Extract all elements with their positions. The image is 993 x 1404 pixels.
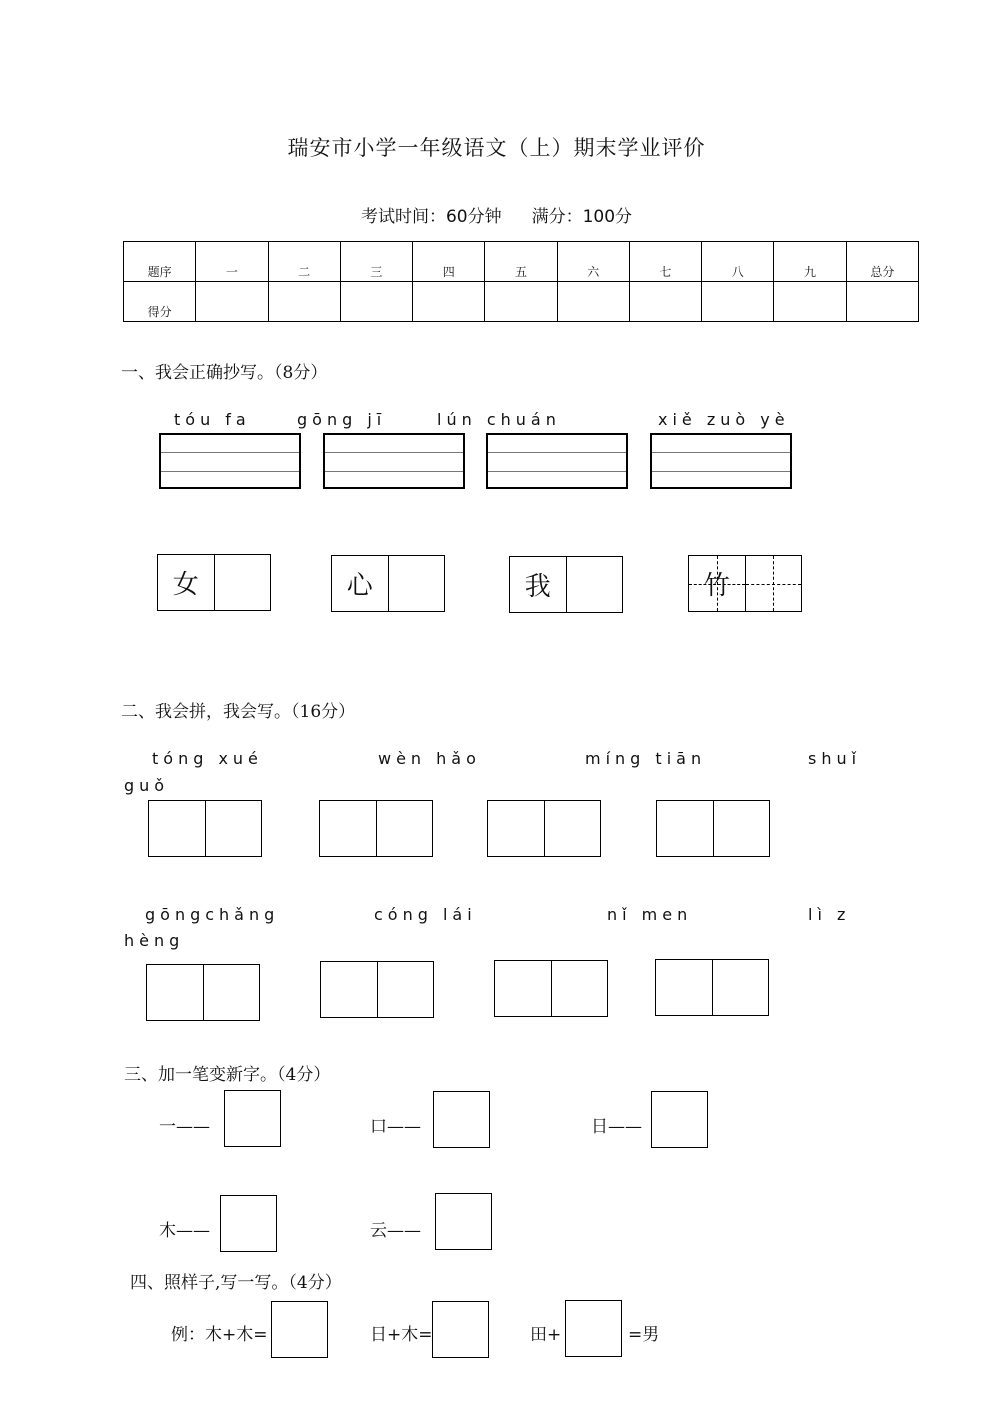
section2-pinyin: gōngchǎng — [145, 905, 280, 924]
section1-pinyin: gōng jī — [297, 410, 387, 429]
writing-cell[interactable] — [488, 801, 544, 856]
writing-cell[interactable] — [495, 961, 551, 1016]
answer-box[interactable] — [432, 1301, 489, 1358]
score-header-cell: 六 — [557, 242, 629, 282]
add-stroke-item: 木—— — [159, 1221, 210, 1241]
pinyin-writing-lines[interactable] — [159, 433, 301, 489]
writing-box-pair — [494, 960, 608, 1017]
score-cell[interactable] — [629, 282, 701, 322]
pinyin-writing-lines[interactable] — [486, 433, 628, 489]
add-stroke-item: 一—— — [159, 1117, 210, 1137]
score-cell[interactable] — [413, 282, 485, 322]
section2-pinyin: lì z — [808, 905, 851, 924]
copy-character-box — [688, 555, 802, 612]
score-cell[interactable] — [340, 282, 412, 322]
score-header-cell: 二 — [268, 242, 340, 282]
pinyin-writing-lines[interactable] — [323, 433, 465, 489]
model-character-cell — [689, 556, 745, 611]
writing-cell[interactable] — [656, 960, 712, 1015]
writing-box-pair — [656, 800, 770, 857]
score-cell[interactable] — [268, 282, 340, 322]
page-title: 瑞安市小学一年级语文（上）期末学业评价 — [287, 136, 706, 160]
add-stroke-item: 云—— — [370, 1221, 421, 1241]
section2-pinyin: tóng xué — [152, 749, 263, 768]
writing-cell[interactable] — [203, 965, 260, 1020]
writing-cell[interactable] — [149, 801, 205, 856]
model-character: 心 — [346, 571, 373, 601]
score-header-cell: 五 — [485, 242, 557, 282]
score-header-cell: 三 — [340, 242, 412, 282]
writing-box-pair — [146, 964, 260, 1021]
section2-pinyin-wrap: hèng — [124, 931, 185, 950]
model-character: 女 — [172, 570, 199, 600]
exam-info — [0, 202, 993, 227]
answer-box[interactable] — [651, 1091, 708, 1148]
score-header-cell: 题序 — [124, 242, 196, 282]
writing-cell[interactable] — [376, 801, 433, 856]
answer-box[interactable] — [271, 1301, 328, 1358]
score-header-cell: 总分 — [846, 242, 918, 282]
copy-character-box — [331, 555, 445, 612]
writing-cell[interactable] — [377, 962, 434, 1017]
section4-heading: 四、照样子,写一写。（4分） — [130, 1273, 342, 1293]
score-table-score-row — [124, 282, 919, 322]
writing-box-pair — [655, 959, 769, 1016]
score-header-cell: 九 — [774, 242, 846, 282]
model-character: 我 — [524, 572, 551, 602]
section2-pinyin-wrap: guǒ — [124, 776, 170, 795]
equation-item: 日+木= — [370, 1325, 433, 1345]
section1-pinyin: tóu fa — [174, 410, 251, 429]
writing-cell[interactable] — [657, 801, 713, 856]
section2-pinyin: wèn hǎo — [378, 749, 481, 768]
section2-pinyin: nǐ men — [607, 905, 693, 924]
score-header-cell: 四 — [413, 242, 485, 282]
example-equation: 例：木+木= — [171, 1325, 268, 1345]
writing-cell[interactable] — [214, 555, 271, 610]
add-stroke-item: 口—— — [370, 1117, 421, 1137]
answer-box[interactable] — [433, 1091, 490, 1148]
writing-cell[interactable] — [712, 960, 769, 1015]
equation-item-prefix: 田+ — [530, 1325, 562, 1345]
writing-box-pair — [487, 800, 601, 857]
equation-item-suffix: =男 — [628, 1325, 660, 1345]
add-stroke-item: 日—— — [591, 1117, 642, 1137]
score-cell[interactable] — [774, 282, 846, 322]
section1-pinyin: xiě zuò yè — [658, 410, 790, 429]
score-header-cell: 一 — [196, 242, 268, 282]
section2-pinyin: cóng lái — [374, 905, 477, 924]
section3-heading: 三、加一笔变新字。（4分） — [124, 1065, 331, 1085]
score-table — [123, 241, 919, 322]
section2-pinyin: shuǐ — [808, 749, 862, 768]
score-header-cell: 七 — [629, 242, 701, 282]
score-cell[interactable] — [702, 282, 774, 322]
copy-character-box — [157, 554, 271, 611]
copy-character-box — [509, 556, 623, 613]
writing-cell[interactable] — [321, 962, 377, 1017]
score-row-label: 得分 — [124, 282, 196, 322]
writing-box-pair — [320, 961, 434, 1018]
writing-cell[interactable] — [205, 801, 262, 856]
writing-cell[interactable] — [551, 961, 608, 1016]
writing-box-pair — [148, 800, 262, 857]
score-cell[interactable] — [557, 282, 629, 322]
answer-box[interactable] — [565, 1300, 622, 1357]
writing-box-pair — [319, 800, 433, 857]
section2-heading: 二、我会拼，我会写。（16分） — [121, 702, 356, 722]
section1-pinyin: lún chuán — [437, 410, 561, 429]
score-cell[interactable] — [485, 282, 557, 322]
exam-time: 考试时间：60分钟 — [360, 207, 502, 227]
model-character: 竹 — [703, 571, 730, 601]
full-score: 满分：100分 — [531, 207, 633, 227]
writing-cell[interactable] — [147, 965, 203, 1020]
writing-cell[interactable] — [566, 557, 623, 612]
writing-cell[interactable] — [544, 801, 601, 856]
score-cell[interactable] — [846, 282, 918, 322]
writing-cell[interactable] — [388, 556, 445, 611]
section2-pinyin: míng tiān — [585, 749, 707, 768]
section1-heading: 一、我会正确抄写。（8分） — [121, 363, 328, 383]
score-cell[interactable] — [196, 282, 268, 322]
writing-cell[interactable] — [713, 801, 770, 856]
score-table-header-row — [124, 242, 919, 282]
pinyin-writing-lines[interactable] — [650, 433, 792, 489]
writing-cell[interactable] — [745, 556, 802, 611]
answer-box[interactable] — [220, 1195, 277, 1252]
score-header-cell: 八 — [702, 242, 774, 282]
answer-box[interactable] — [224, 1090, 281, 1147]
answer-box[interactable] — [435, 1193, 492, 1250]
writing-cell[interactable] — [320, 801, 376, 856]
